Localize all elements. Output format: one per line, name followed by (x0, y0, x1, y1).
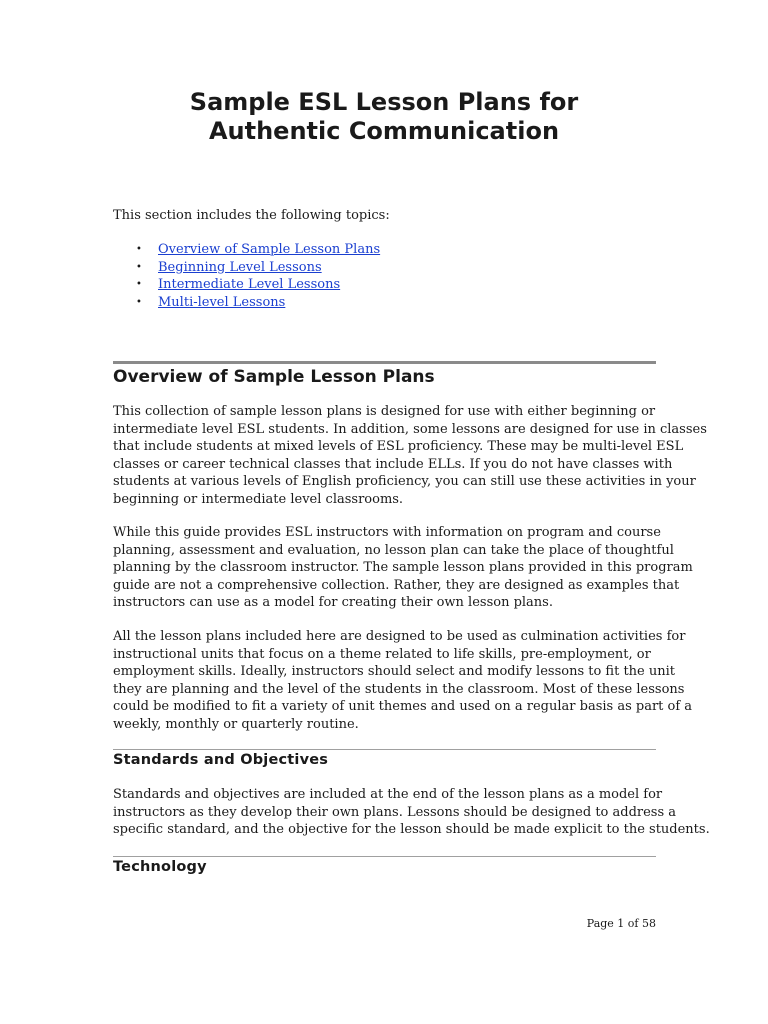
topic-link-intermediate[interactable]: Intermediate Level Lessons (158, 277, 341, 292)
text-line: Standards and objectives are included at the end of the lesson plans as a model for (113, 787, 663, 802)
text-line: instructional units that focus on a theme related to life skills, pre-employment, or (113, 646, 651, 662)
text-line: could be modified to fit a variety of unit themes and used on a regular basis as part of a (113, 699, 693, 714)
bullet-icon: • (136, 296, 142, 308)
overview-paragraph-3 (113, 628, 693, 733)
document-title (0, 88, 768, 146)
list-item (113, 241, 673, 259)
technology-heading: Technology (113, 859, 207, 875)
topics-list (113, 241, 673, 311)
text-line: guide are not a comprehensive collection. Rather, they are designed as examples that (113, 577, 680, 593)
text-line: planning, assessment and evaluation, no lesson plan can take the place of thoughtful (113, 542, 674, 558)
text-line: beginning or intermediate level classrooms. (113, 491, 404, 507)
title-line-2: Authentic Communication (208, 117, 560, 145)
title-line-1: Sample ESL Lesson Plans for (189, 88, 579, 116)
bullet-icon: • (136, 261, 142, 273)
text-line: All the lesson plans included here are designed to be used as culmination activities for (113, 629, 686, 644)
standards-heading: Standards and Objectives (113, 752, 329, 768)
topic-link-beginning[interactable]: Beginning Level Lessons (158, 259, 322, 275)
list-item (113, 259, 673, 277)
overview-paragraph-2 (113, 524, 693, 612)
section-divider (113, 749, 656, 750)
list-item (113, 276, 673, 294)
text-line: specific standard, and the objective for the lesson should be made explicit to the students. (113, 822, 710, 837)
overview-heading: Overview of Sample Lesson Plans (113, 367, 435, 387)
text-line: employment skills. Ideally, instructors should select and modify lessons to fit the unit (113, 664, 676, 679)
section-divider (113, 361, 656, 364)
standards-paragraph (113, 786, 710, 839)
text-line: classes or career technical classes that include ELLs. If you do not have classes with (113, 456, 673, 472)
overview-paragraph-1 (113, 403, 707, 508)
topic-link-overview[interactable]: Overview of Sample Lesson Plans (158, 242, 381, 257)
text-line: weekly, monthly or quarterly routine. (113, 716, 359, 732)
topic-link-multilevel[interactable]: Multi-level Lessons (158, 294, 286, 310)
text-line: instructors can use as a model for creating their own lesson plans. (113, 595, 553, 610)
text-line: that include students at mixed levels of ESL proficiency. These may be multi-level ESL (113, 439, 684, 454)
intro-text: This section includes the following topics: (113, 208, 390, 223)
section-divider (113, 856, 656, 857)
bullet-icon: • (136, 244, 142, 255)
text-line: they are planning and the level of the students in the classroom. Most of these lessons (113, 681, 685, 697)
text-line: This collection of sample lesson plans is designed for use with either beginning or (113, 404, 656, 419)
text-line: instructors as they develop their own plans. Lessons should be designed to address a (113, 804, 677, 820)
text-line: planning by the classroom instructor. The sample lesson plans provided in this program (113, 560, 693, 575)
text-line: intermediate level ESL students. In addition, some lessons are designed for use in classes (113, 421, 707, 437)
text-line: students at various levels of English proficiency, you can still use these activities in your (113, 474, 696, 489)
list-item (113, 294, 673, 312)
text-line: While this guide provides ESL instructors with information on program and course (113, 525, 661, 540)
page-number: Page 1 of 58 (586, 917, 656, 930)
bullet-icon: • (136, 279, 142, 290)
